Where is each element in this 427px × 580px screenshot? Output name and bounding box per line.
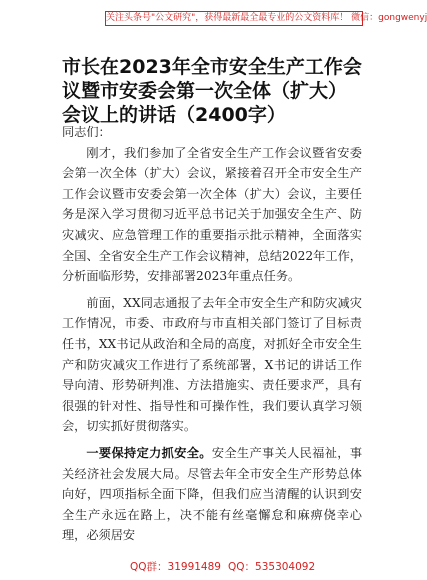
document-body [62, 122, 362, 546]
footer-contact [0, 560, 408, 574]
qq-group-number: QQ群：31991489 [130, 561, 221, 573]
section-1-text: 安全生产事关人民福祉，事关经济社会发展大局。尽管去年全市安全生产形势总体向好，四项指标全面下降，但我们应当清醒的认识到安全生产永远在路上，决不能有丝毫懈怠和麻痹侥幸心理，必须居安 [62, 445, 363, 543]
promo-banner: 关注头条号"公文研究"，获得最新最全最专业的公文资料库！ 微信：gongwenyj [105, 11, 363, 26]
salutation: 同志们： [62, 125, 111, 139]
section-1-heading: 一要保持定力抓安全。 [86, 445, 212, 460]
page-title: 市长在2023年全市安全生产工作会议暨市安委会第一次全体（扩大）会议上的讲话（2400字） [62, 56, 362, 126]
section-1-paragraph [62, 443, 362, 546]
paragraph-2: 前面，XX同志通报了去年全市安全生产和防灾减灾工作情况，市委、市政府与市直相关部门签订了目标责任书，XX书记从政治和全局的高度，对抓好全市安全生产和防灾减灾工作进行了系统部署，X书记的讲话工作导向清、形势研判准、方法措施实、责任要求严，具有很强的针对性、指导性和可操作性，我们要认真学习领会，切实抓好贯彻落实。 [62, 295, 362, 434]
qq-number: QQ：535304092 [228, 561, 316, 573]
paragraph-1: 刚才，我们参加了全省安全生产工作会议暨省安委会第一次全体（扩大）会议，紧接着召开全市安全生产工作会议暨市安委会第一次全体（扩大）会议，主要任务是深入学习贯彻习近平总书记关于加强安全生产、防灾减灾、应急管理工作的重要指示批示精神，全面落实全国、全省安全生产工作会议精神，总结2022年工作，分析面临形势，安排部署2023年重点任务。 [62, 145, 362, 284]
